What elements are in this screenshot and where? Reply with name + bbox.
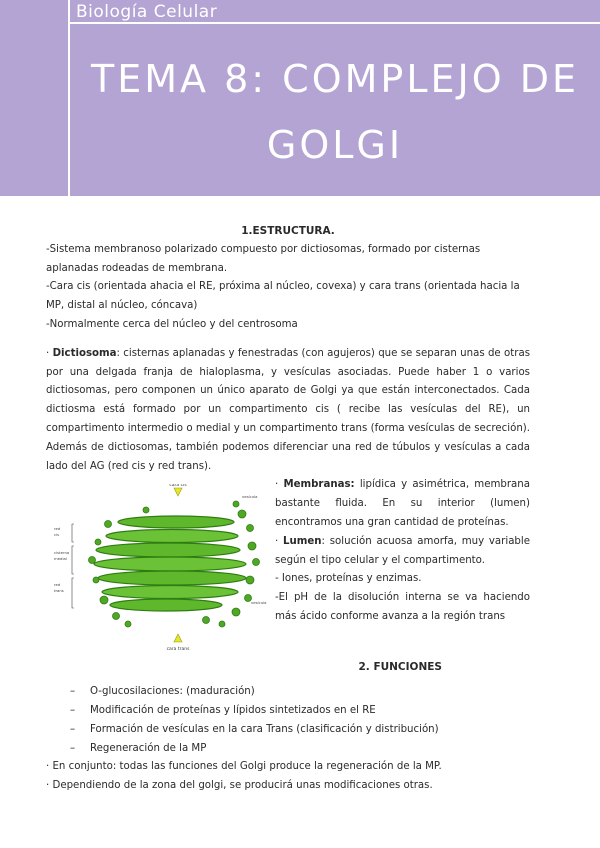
- paragraph-zona: · Dependiendo de la zona del golgi, se producirá unas modificaciones otras.: [46, 780, 433, 792]
- list-item: – O-glucosilaciones: (maduración): [46, 683, 530, 702]
- svg-text:cis: cis: [54, 532, 60, 538]
- paragraph-caras: -Cara cis (orientada ahacia el RE, próxima al núcleo, covexa) y cara trans (orientada hacia la MP, distal al núcleo, cóncava): [46, 281, 520, 312]
- golgi-diagram: [46, 484, 270, 654]
- figure-row: [46, 476, 530, 656]
- membranas-text: lipídica y asimétrica, membrana bastante fluida. En su interior (lumen) encontramos una gran cantidad de proteínas.: [275, 479, 530, 528]
- svg-text:vesícula: vesícula: [251, 600, 267, 606]
- section-heading-funciones: 2. FUNCIONES: [358, 661, 442, 674]
- list-item: – Regeneración de la MP: [46, 740, 530, 759]
- page-title: [70, 46, 600, 178]
- term-lumen: Lumen: [283, 535, 322, 547]
- lumen-text: : solución acuosa amorfa, muy variable según el tipo celular y el compartimento.: [275, 535, 530, 566]
- golgi-illustration: [46, 484, 270, 654]
- svg-text:red: red: [54, 526, 61, 532]
- funciones-list: [46, 683, 530, 758]
- trans-face-label: cara trans: [166, 647, 190, 653]
- list-item: – Modificación de proteínas y lípidos sintetizados en el RE: [46, 702, 530, 721]
- title-line-2: GOLGI: [266, 123, 404, 167]
- document-body: [46, 222, 530, 796]
- label-brackets: [72, 524, 74, 608]
- paragraph-lumen: · Lumen: solución acuosa amorfa, muy variable según el tipo celular y el compartimento.: [275, 535, 530, 566]
- svg-text:trans: trans: [54, 588, 64, 594]
- subject-label: Biología Celular: [76, 2, 218, 22]
- svg-text:medial: medial: [54, 556, 67, 562]
- paragraph-membranas: · Membranas: lipídica y asimétrica, membrana bastante fluida. En su interior (lumen) encontramos una gran cantidad de proteínas.: [275, 479, 530, 528]
- list-item: – Formación de vesículas en la cara Trans (clasificación y distribución): [46, 721, 530, 740]
- term-dictiosoma: Dictiosoma: [52, 347, 117, 359]
- paragraph-dictiosoma: · Dictiosoma: cisternas aplanadas y fenestradas (con agujeros) que se separan unas de otras por una delgada franja de hialoplasma, y vesículas asociadas. Puede haber 1 o varios dictiosomas, pero componen un único aparato de Golgi ya que están interconectados. Cada dictiosma está formado por un compartimento cis ( recibe las vesículas del RE), un compartimento intermedio o medial y un compartimento trans (forma vesículas de secreción). Además de dictiosomas, también podemos diferenciar una red de túbulos y vesículas a cada lado del AG (red cis y red trans).: [46, 347, 531, 472]
- header-banner: [0, 0, 600, 196]
- section-heading-estructura: 1.ESTRUCTURA.: [241, 225, 335, 237]
- paragraph-posicion: -Normalmente cerca del núcleo y del centrosoma: [46, 318, 298, 330]
- svg-text:red: red: [54, 582, 61, 588]
- title-line-1: TEMA 8: COMPLEJO DE: [91, 57, 579, 101]
- cis-arrow-icon: [174, 488, 182, 496]
- svg-text:vesícula: vesícula: [242, 494, 258, 500]
- paragraph-iones: - Iones, proteínas y enzimas.: [275, 573, 422, 585]
- header-horizontal-rule: [70, 22, 600, 24]
- trans-arrow-icon: [174, 634, 182, 642]
- paragraph-ph: -El pH de la disolución interna se va haciendo más ácido conforme avanza a la región trans: [275, 592, 530, 622]
- dictiosoma-text: : cisternas aplanadas y fenestradas (con agujeros) que se separan unas de otras por una delgada franja de hialoplasma, y vesículas asociadas. Puede haber 1 o varios dictiosomas, pero componen un único aparato de Golgi ya que están interconectados. Cada dictiosma está formado por un compartimento cis ( recibe las vesículas del RE), un compartimento intermedio o medial y un compartimento trans (forma vesículas de secreción). Además de dictiosomas, también podemos diferenciar una red de túbulos y vesículas a cada lado del AG (red cis y red trans).: [46, 347, 531, 472]
- side-column: [275, 476, 530, 626]
- paragraph-conjunto: · En conjunto: todas las funciones del Golgi produce la regeneración de la MP.: [46, 761, 442, 773]
- term-membranas: Membranas:: [283, 479, 355, 491]
- cis-face-label: cara cis: [169, 484, 187, 489]
- svg-text:cisterna: cisterna: [54, 550, 70, 556]
- paragraph-sistema: -Sistema membranoso polarizado compuesto por dictiosomas, formado por cisternas aplanadas rodeadas de membrana.: [46, 243, 481, 274]
- cisternae-stack: [94, 516, 246, 611]
